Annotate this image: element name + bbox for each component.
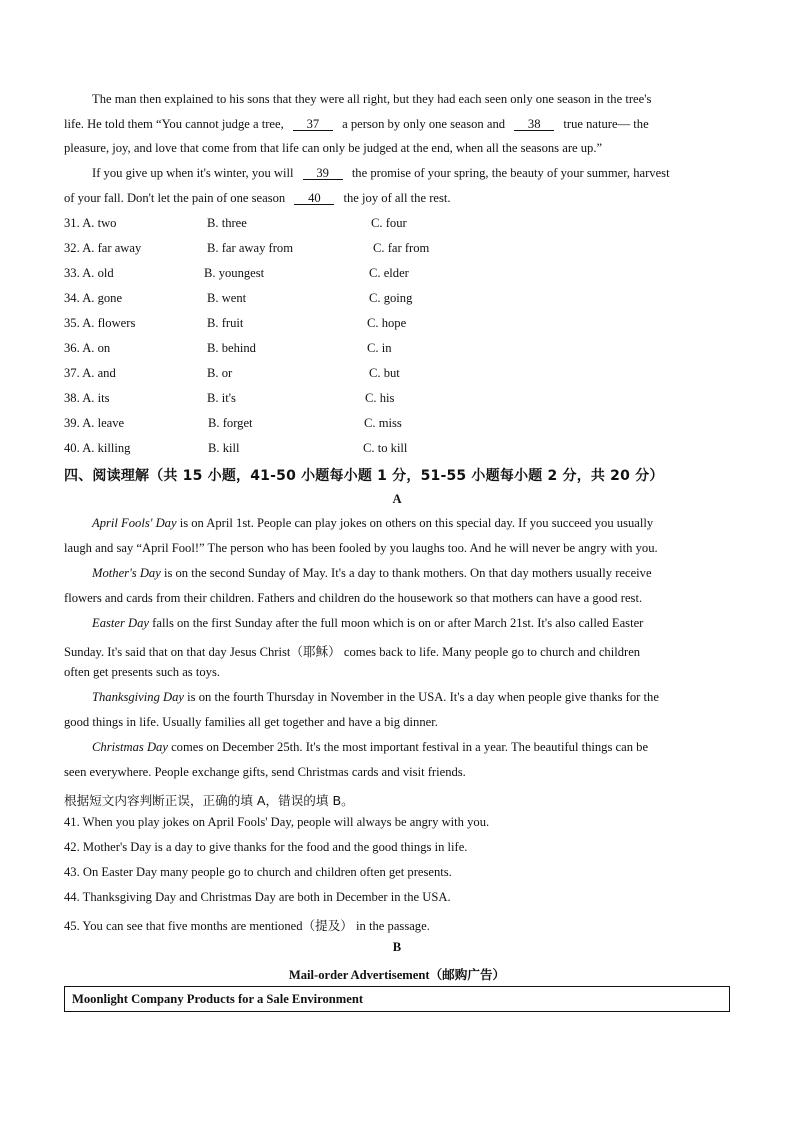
option-row xyxy=(64,316,564,334)
cloze-line xyxy=(64,117,730,132)
option-b: B. behind xyxy=(207,341,256,355)
option-a: 38. A. its xyxy=(64,391,110,405)
question-44: 44. Thanksgiving Day and Christmas Day are both in December in the USA. xyxy=(64,890,451,904)
option-a: 39. A. leave xyxy=(64,416,125,430)
passage-text: laugh and say “April Fool!” The person who has been fooled by you laughs too. And he will never be angry with you. xyxy=(64,541,658,555)
blank-39: 39 xyxy=(303,167,343,180)
cloze-text: life. He told them “You cannot judge a tree, xyxy=(64,117,284,131)
passage-line xyxy=(64,541,730,556)
cloze-line xyxy=(64,141,730,156)
option-row xyxy=(64,341,564,359)
passage-text: falls on the first Sunday after the full moon which is on or after March 21st. It's also called Easter xyxy=(149,616,644,630)
passage-text: comes on December 25th. It's the most important festival in a year. The beautiful things can be xyxy=(167,740,649,754)
option-b: B. or xyxy=(207,366,233,380)
option-a: 35. A. flowers xyxy=(64,316,136,330)
option-c: C. elder xyxy=(369,266,409,280)
question-45: 45. You can see that five months are mentioned（提及） in the passage. xyxy=(64,919,430,933)
holiday-name: Christmas Day xyxy=(92,740,168,754)
cloze-line xyxy=(92,92,730,107)
blank-37: 37 xyxy=(293,118,333,131)
cloze-text: pleasure, joy, and love that come from that life can only be judged at the end, when all the seasons are up.” xyxy=(64,141,603,155)
cloze-text: the joy of all the rest. xyxy=(343,191,451,205)
section-heading: 四、阅读理解（共 15 小题，41-50 小题每小题 1 分，51-55 小题每小题 2 分，共 20 分） xyxy=(64,468,664,484)
passage-text: Sunday. It's said that on that day Jesus Christ（耶稣） comes back to life. Many people go to church and children xyxy=(64,645,641,659)
cloze-text: true nature— the xyxy=(563,117,649,131)
holiday-name: April Fools' Day xyxy=(92,516,177,530)
option-c: C. his xyxy=(365,391,395,405)
instruction: 根据短文内容判断正误，正确的填 A，错误的填 B。 xyxy=(64,793,354,808)
option-a: 33. A. old xyxy=(64,266,114,280)
option-b: B. youngest xyxy=(204,266,265,280)
question-42: 42. Mother's Day is a day to give thanks for the food and the good things in life. xyxy=(64,840,468,854)
option-row xyxy=(64,416,564,434)
holiday-name: Thanksgiving Day xyxy=(92,690,184,704)
option-row xyxy=(64,441,564,459)
passage-text: seen everywhere. People exchange gifts, send Christmas cards and visit friends. xyxy=(64,765,466,779)
option-row xyxy=(64,241,564,259)
part-a-label: A xyxy=(392,492,402,506)
ad-box-heading: Moonlight Company Products for a Sale Environment xyxy=(72,992,364,1006)
option-b: B. fruit xyxy=(207,316,244,330)
passage-line xyxy=(92,566,730,581)
passage-line xyxy=(92,740,730,755)
option-b: B. went xyxy=(207,291,247,305)
passage-text: flowers and cards from their children. Fathers and children do the housework so that mothers can have a good rest. xyxy=(64,591,643,605)
cloze-line xyxy=(92,166,730,181)
passage-line xyxy=(92,690,730,705)
option-c: C. hope xyxy=(367,316,407,330)
option-a: 36. A. on xyxy=(64,341,111,355)
blank-38: 38 xyxy=(514,118,554,131)
passage-text: is on the fourth Thursday in November in the USA. It's a day when people give thanks for the xyxy=(184,690,659,704)
ad-box xyxy=(64,986,730,1012)
cloze-text: the promise of your spring, the beauty of your summer, harvest xyxy=(351,166,670,180)
option-b: B. forget xyxy=(208,416,253,430)
passage-line xyxy=(64,665,730,680)
cloze-text: of your fall. Don't let the pain of one season xyxy=(64,191,286,205)
passage-line xyxy=(92,616,730,631)
option-row xyxy=(64,391,564,409)
option-c: C. four xyxy=(371,216,407,230)
option-a: 31. A. two xyxy=(64,216,117,230)
option-c: C. going xyxy=(369,291,413,305)
cloze-text: If you give up when it's winter, you will xyxy=(92,166,294,180)
option-row xyxy=(64,291,564,309)
option-c: C. miss xyxy=(364,416,402,430)
option-a: 40. A. killing xyxy=(64,441,131,455)
holiday-name: Easter Day xyxy=(92,616,150,630)
passage-text: good things in life. Usually families all get together and have a big dinner. xyxy=(64,715,438,729)
question-43: 43. On Easter Day many people go to church and children often get presents. xyxy=(64,865,452,879)
cloze-text: The man then explained to his sons that they were all right, but they had each seen only one season in the tree's xyxy=(92,92,652,106)
option-b: B. far away from xyxy=(207,241,294,255)
passage-text: is on April 1st. People can play jokes on others on this special day. If you succeed you usually xyxy=(176,516,654,530)
option-b: B. it's xyxy=(207,391,236,405)
cloze-text: a person by only one season and xyxy=(342,117,506,131)
passage-line xyxy=(64,765,730,780)
ad-title: Mail-order Advertisement（邮购广告） xyxy=(288,968,506,982)
option-a: 37. A. and xyxy=(64,366,116,380)
option-b: B. three xyxy=(207,216,247,230)
option-c: C. to kill xyxy=(363,441,408,455)
option-row xyxy=(64,266,564,284)
option-row xyxy=(64,216,564,234)
option-a: 32. A. far away xyxy=(64,241,142,255)
passage-text: often get presents such as toys. xyxy=(64,665,220,679)
blank-40: 40 xyxy=(294,192,334,205)
holiday-name: Mother's Day xyxy=(92,566,161,580)
passage-line xyxy=(64,591,730,606)
option-row xyxy=(64,366,564,384)
cloze-line xyxy=(64,191,730,206)
passage-line xyxy=(64,715,730,730)
passage-line xyxy=(92,516,730,531)
part-b-label: B xyxy=(392,940,402,954)
question-41: 41. When you play jokes on April Fools' Day, people will always be angry with you. xyxy=(64,815,490,829)
passage-line xyxy=(64,641,730,660)
option-c: C. in xyxy=(367,341,392,355)
option-a: 34. A. gone xyxy=(64,291,123,305)
option-b: B. kill xyxy=(208,441,240,455)
option-c: C. but xyxy=(369,366,400,380)
passage-text: is on the second Sunday of May. It's a day to thank mothers. On that day mothers usually receive xyxy=(160,566,652,580)
option-c: C. far from xyxy=(373,241,430,255)
